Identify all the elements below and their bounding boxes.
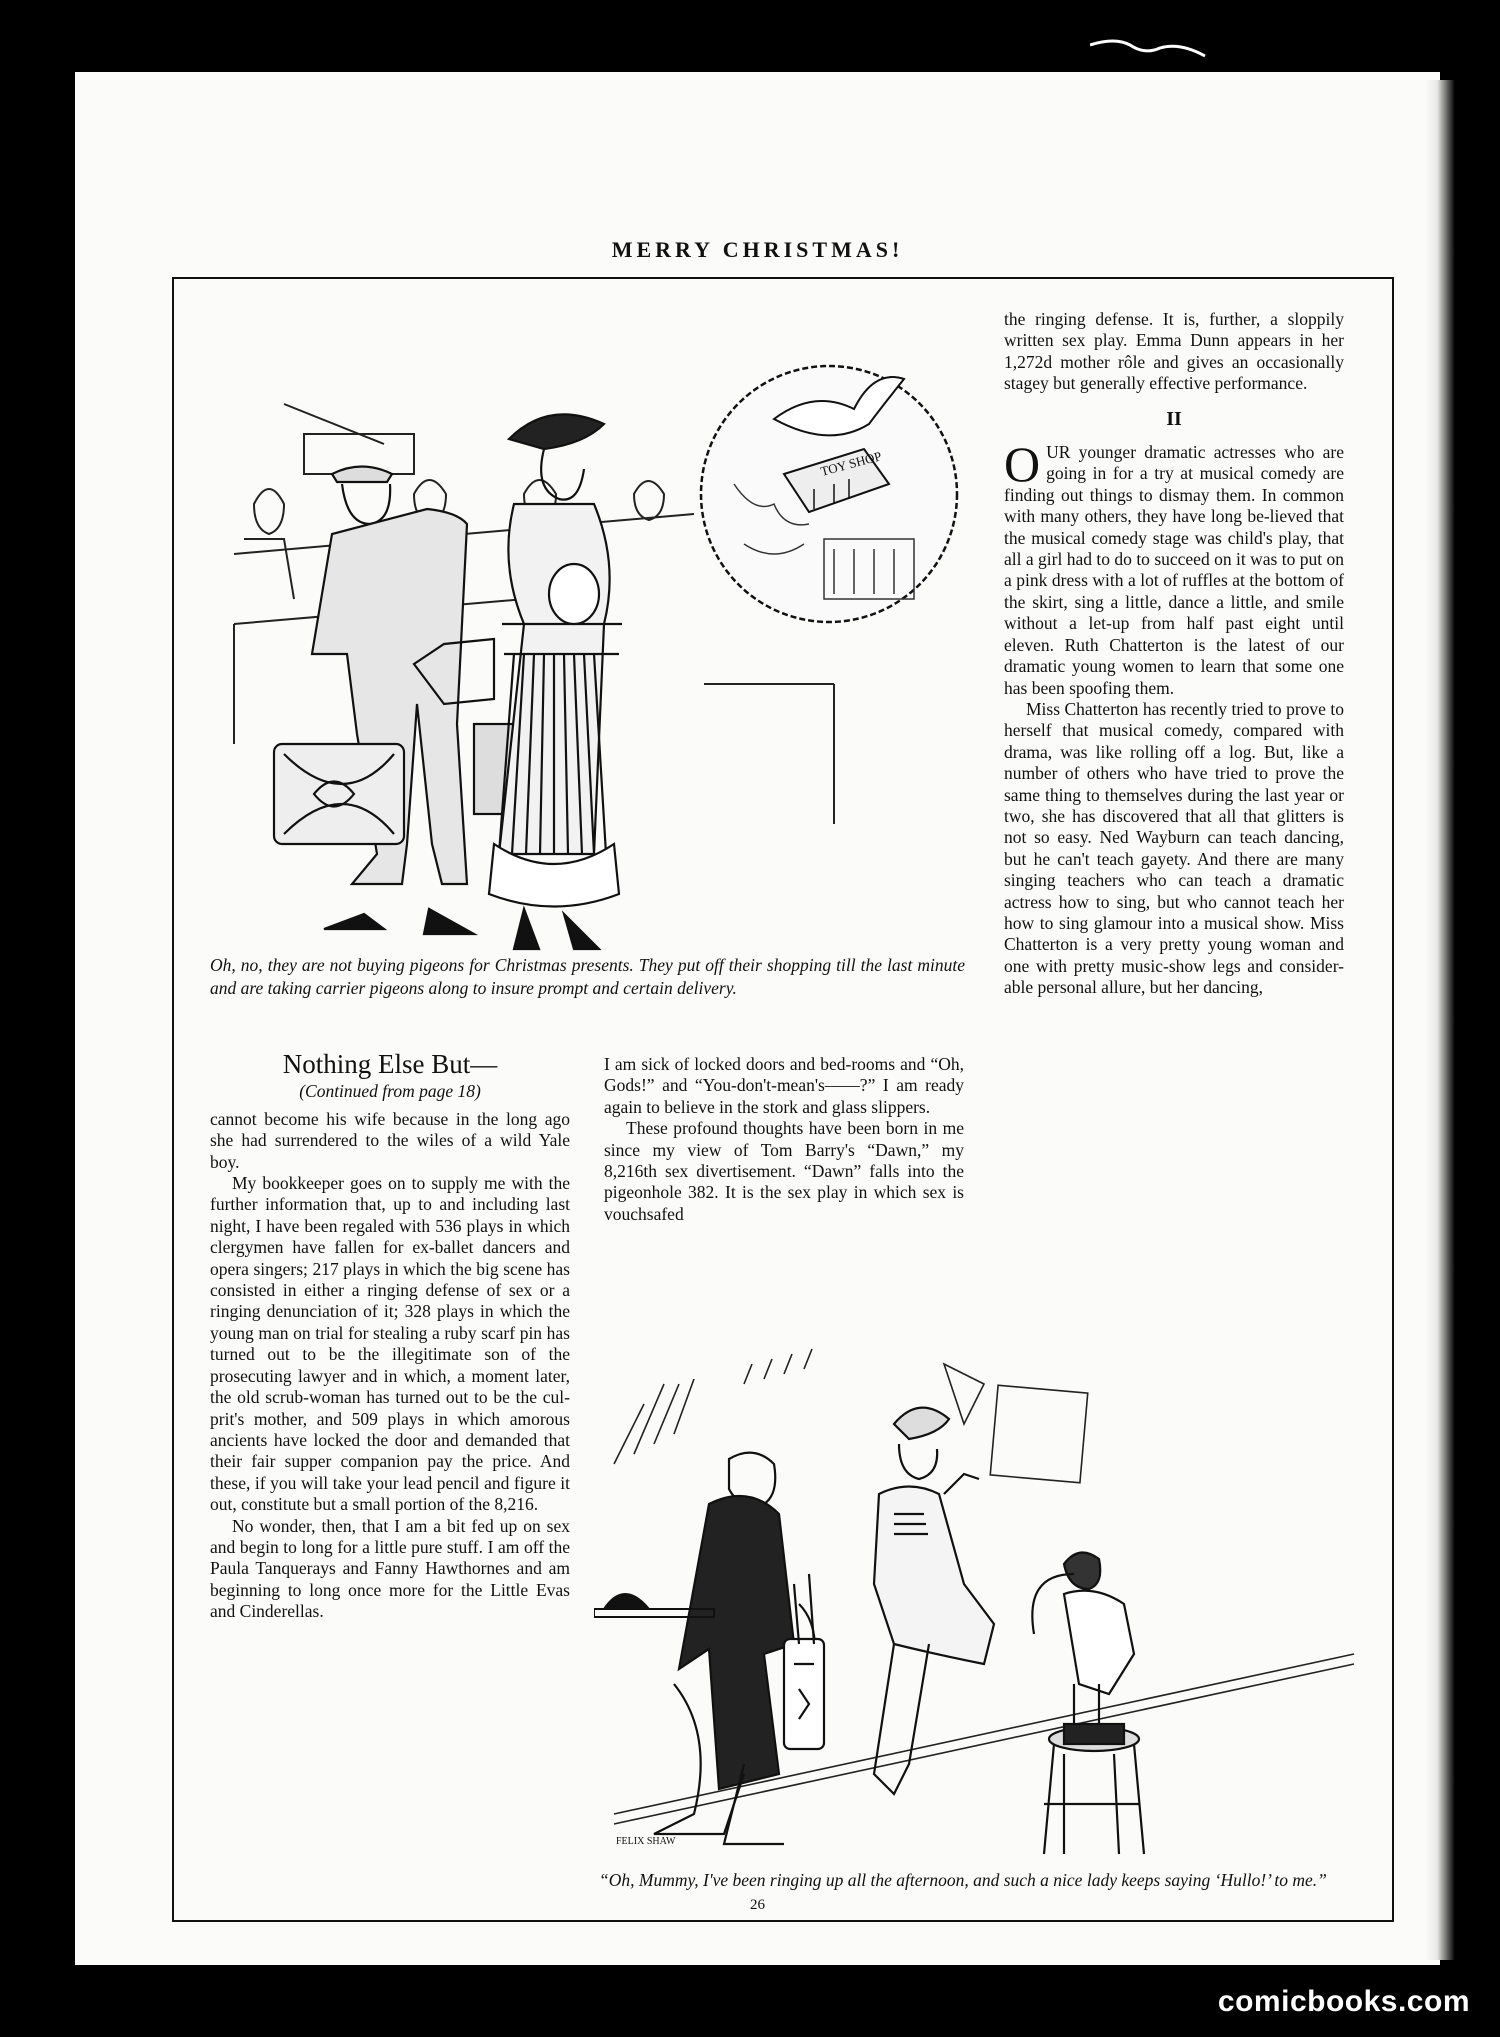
running-head: MERRY CHRISTMAS!: [611, 237, 904, 262]
article-title: Nothing Else But—: [282, 1049, 498, 1079]
magazine-page: [75, 72, 1440, 1965]
top-illustration-caption: Oh, no, they are not buying pigeons for Christmas presents. They put off their shopping till the last minute and are taking carrier pigeons along to insure prompt and certain delivery.: [210, 955, 965, 998]
shoppers-pigeons-drawing: [224, 324, 959, 964]
page-number: 26: [750, 1897, 765, 1913]
continued-note: (Continued from page 18): [299, 1081, 481, 1102]
column-3: [1004, 309, 1344, 999]
col1-paragraph-3: No wonder, then, that I am a bit fed up on sex and begin to long for a little pure stuff. I am off the Paula Tanquerays and Fanny Hawthornes and am beginning to long once more for the Little Evas and Cinderellas.: [210, 1515, 570, 1622]
col1-paragraph-1: cannot become his wife because in the long ago she had surrendered to the wiles of a wild Yale boy.: [210, 1108, 570, 1172]
scan-artifact-mark: [1090, 35, 1210, 65]
column-1: [210, 1049, 570, 1623]
watermark: comicbooks.com: [1217, 1985, 1470, 2018]
col3-paragraph-1: [1004, 436, 1344, 699]
drop-cap: O: [1004, 436, 1041, 493]
col3-paragraph-1-text: younger dramatic actresses who are going in for a try at musical comedy are finding out things to dismay them. In common with many others, they have long be-lieved that the musical comedy stage was child's play, that all a girl had to do to succeed on it was to put on a pink dress with a lot of ruffles at the bottom of the skirt, sing a little, dance a little, and smile without a let-up from half past eight until eleven. Ruth Chatterton is the latest of our dramatic young women to learn that some one has been spoofing them.: [1004, 442, 1344, 698]
column-2: [604, 1054, 964, 1225]
artist-signature: FELIX SHAW: [616, 1836, 676, 1847]
col2-paragraph-2: These profound thoughts have been born in me since my view of Tom Barry's “Dawn,” my 8,216th sex divertisement. “Dawn” falls into the pigeonhole 382. It is the sex play in which sex is vouchsafed: [604, 1118, 964, 1224]
telephone-child-drawing: [594, 1344, 1364, 1864]
section-number: II: [1166, 407, 1182, 430]
bottom-illustration-caption: “Oh, Mummy, I've been ringing up all the afternoon, and such a nice lady keeps saying ‘Hullo!’ to me.”: [599, 1870, 1327, 1890]
drop-cap-rest: UR: [1046, 442, 1071, 463]
col2-paragraph-1: I am sick of locked doors and bed-rooms and “Oh, Gods!” and “You-don't-mean's——?” I am ready again to believe in the stork and glass slippers.: [604, 1054, 964, 1117]
col3-paragraph-2: Miss Chatterton has recently tried to prove to herself that musical comedy, compared with drama, was like rolling off a log. But, like a number of others who have tried to prove the same thing to themselves during the last year or two, she has discovered that all that glitters is not so easy. Ned Wayburn can teach dancing, but he can't teach gayety. And there are many singing teachers who can teach a dramatic actress how to sing, but who cannot teach her how to sing glamour into a musical show. Miss Chatterton is a very pretty young woman and one with pretty music-show legs and consider-able personal allure, but her dancing,: [1004, 698, 1344, 998]
shoppers-pigeons-illustration: [224, 324, 959, 964]
col1-paragraph-2: My bookkeeper goes on to supply me with the further information that, up to and including last night, I have been regaled with 536 plays in which clergymen have fallen for ex-ballet dancers and opera singers; 217 plays in which the big scene has consisted in either a ringing defense of sex or a ringing denunciation of it; 328 plays in which the young man on trial for stealing a ruby scarf pin has turned out to be the illegitimate son of the prosecuting lawyer and in which, a moment later, the old scrub-woman has turned out to be the cul-prit's mother, and 509 plays in which amorous ancients have locked the door and demanded that their fair supper companion pay the price. And these, if you will take your lead pencil and figure it out, constitute but a small portion of the 8,216.: [210, 1173, 570, 1515]
col3-top-paragraph: the ringing defense. It is, further, a sloppily written sex play. Emma Dunn appears in her 1,272d mother rôle and gives an occasionally stagey but generally effective performance.: [1004, 309, 1344, 394]
toy-shop-sign: TOY SHOP: [818, 448, 884, 479]
binding-edge: [1425, 80, 1455, 1960]
page-frame: [172, 277, 1394, 1922]
telephone-child-illustration: [594, 1344, 1364, 1864]
